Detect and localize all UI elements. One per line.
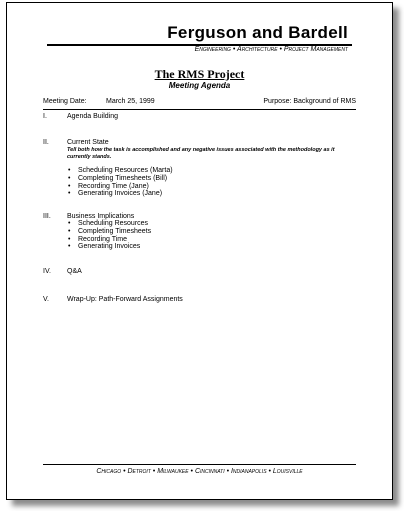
meeting-info-bar [43,97,356,110]
section-list [67,167,356,198]
section-title: Business Implications [67,213,135,220]
document-page [6,2,393,500]
section-title: Wrap-Up: Path-Forward Assignments [67,296,183,303]
footer-locations: Chicago • Detroit • Milwaukee • Cincinnati • Indianapolis • Louisville [96,468,303,475]
meeting-date-label: Meeting Date: [43,98,87,105]
list-item: • Generating Invoices [67,243,356,251]
section-note: Tell both how the task is accomplished and any negative issues associated with the methodology as it currently stands. [67,147,335,160]
firm-tagline: Engineering • Architecture • Project Management [194,46,348,53]
list-item: • Scheduling Resources [67,220,356,228]
section-numeral: III. [43,213,51,220]
document-subtitle: Meeting Agenda [168,81,231,90]
list-item: • Generating Invoices (Jane) [67,190,356,198]
list-item: • Completing Timesheets (Bill) [67,175,356,183]
footer-rule [43,464,356,465]
document-title: The RMS Project [154,67,245,81]
section-title: Current State [67,139,109,146]
list-item: • Recording Time (Jane) [67,183,356,191]
section-numeral: II. [43,139,49,146]
list-item: • Completing Timesheets [67,228,356,236]
section-title: Q&A [67,268,82,275]
meeting-purpose: Purpose: Background of RMS [263,98,356,105]
section-title: Agenda Building [67,113,118,120]
section-numeral: V. [43,296,49,303]
section-numeral: I. [43,113,47,120]
meeting-date: March 25, 1999 [106,98,155,105]
firm-name: Ferguson and Bardell [167,23,348,42]
list-item: • Recording Time [67,236,356,244]
section-numeral: IV. [43,268,51,275]
list-item: • Scheduling Resources (Marta) [67,167,356,175]
section-list [67,220,356,251]
